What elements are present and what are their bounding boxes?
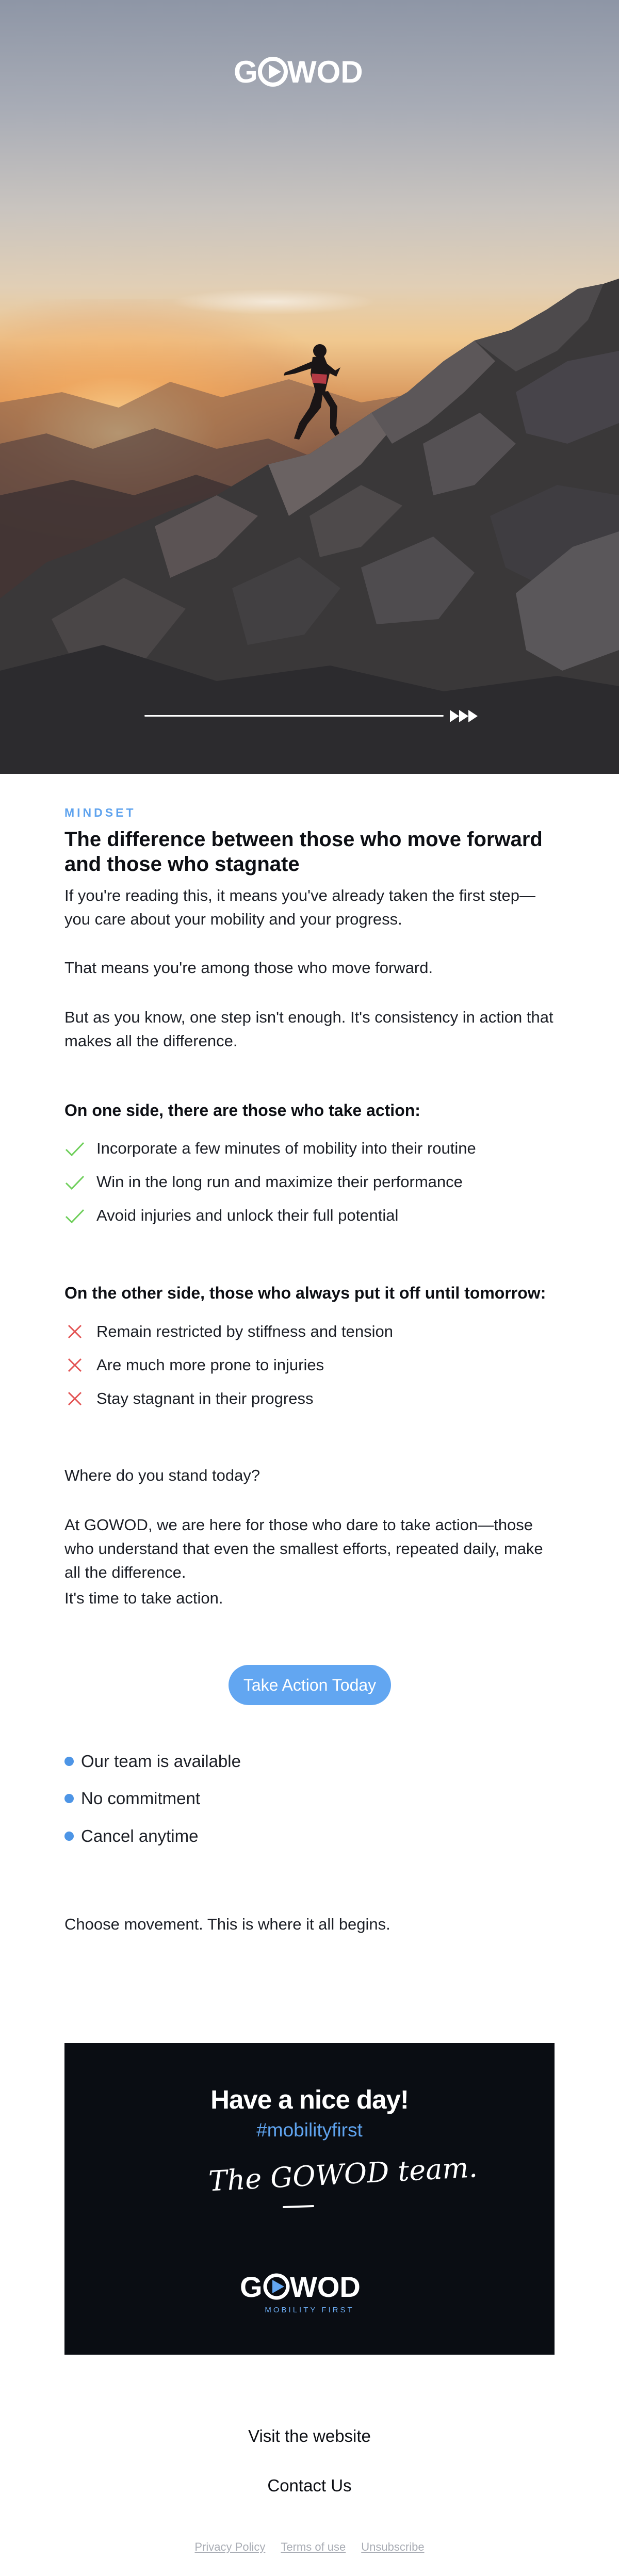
benefit-item: Our team is available bbox=[64, 1751, 241, 1772]
hero-image bbox=[0, 0, 619, 774]
cross-icon bbox=[64, 1388, 85, 1409]
forward-paragraph: That means you're among those who move forward. bbox=[64, 959, 433, 977]
play-icon bbox=[260, 59, 286, 85]
handwritten-signature bbox=[204, 2151, 479, 2215]
privacy-policy-link[interactable]: Privacy Policy bbox=[194, 2540, 266, 2553]
section-eyebrow: MINDSET bbox=[64, 806, 136, 819]
question-paragraph: Where do you stand today? bbox=[64, 1466, 260, 1484]
svg-text:WOD: WOD bbox=[287, 55, 363, 89]
delay-item: Stay stagnant in their progress bbox=[64, 1388, 313, 1409]
action-item: Win in the long run and maximize their performance bbox=[64, 1172, 463, 1192]
legal-links bbox=[0, 2540, 619, 2554]
action-item: Incorporate a few minutes of mobility into their routine bbox=[64, 1138, 476, 1159]
play-icon bbox=[265, 2275, 288, 2298]
bullet-dot bbox=[64, 1832, 74, 1841]
terms-of-use-link[interactable]: Terms of use bbox=[281, 2540, 346, 2553]
mountain-scene bbox=[0, 0, 619, 774]
check-icon bbox=[64, 1205, 85, 1226]
svg-text:The GOWOD team.: The GOWOD team. bbox=[207, 2151, 479, 2198]
closing-paragraph: Choose movement. This is where it all begins. bbox=[64, 1915, 390, 1933]
check-icon bbox=[64, 1172, 85, 1192]
benefit-item: No commitment bbox=[64, 1788, 200, 1809]
gowod-logo-footer bbox=[240, 2270, 379, 2316]
video-progress-bar[interactable] bbox=[144, 715, 444, 717]
benefit-item: Cancel anytime bbox=[64, 1826, 198, 1846]
check-icon bbox=[64, 1138, 85, 1159]
pitch-end-paragraph: It's time to take action. bbox=[64, 1589, 223, 1607]
bullet-dot bbox=[64, 1757, 74, 1766]
gowod-logo bbox=[234, 56, 385, 88]
fast-forward-icon[interactable] bbox=[450, 709, 479, 723]
action-heading: On one side, there are those who take action: bbox=[64, 1101, 420, 1120]
svg-text:MOBILITY FIRST: MOBILITY FIRST bbox=[265, 2306, 354, 2314]
visit-website-link[interactable]: Visit the website bbox=[248, 2426, 371, 2445]
unsubscribe-link[interactable]: Unsubscribe bbox=[361, 2540, 425, 2553]
signature-card bbox=[64, 2043, 555, 2355]
article-headline: The difference between those who move forward and those who stagnate bbox=[64, 828, 543, 876]
cross-icon bbox=[64, 1321, 85, 1342]
action-item: Avoid injuries and unlock their full potential bbox=[64, 1205, 398, 1226]
hashtag: #mobilityfirst bbox=[256, 2119, 363, 2141]
consistency-paragraph: But as you know, one step isn't enough. It's consistency in action that makes all the difference. bbox=[64, 1008, 553, 1050]
take-action-button[interactable]: Take Action Today bbox=[229, 1665, 391, 1705]
svg-text:G: G bbox=[234, 55, 258, 89]
delay-heading: On the other side, those who always put it off until tomorrow: bbox=[64, 1284, 546, 1302]
svg-text:WOD: WOD bbox=[290, 2271, 361, 2303]
contact-us-link[interactable]: Contact Us bbox=[267, 2476, 352, 2495]
delay-item: Are much more prone to injuries bbox=[64, 1355, 324, 1375]
pitch-paragraph: At GOWOD, we are here for those who dare to take action—those who understand that even the smallest efforts, repeated daily, make all the difference. bbox=[64, 1516, 543, 1581]
bullet-dot bbox=[64, 1794, 74, 1803]
intro-paragraph: If you're reading this, it means you've already taken the first step—you care about your mobility and your progress. bbox=[64, 886, 536, 928]
cross-icon bbox=[64, 1355, 85, 1375]
greeting: Have a nice day! bbox=[210, 2085, 409, 2114]
svg-text:G: G bbox=[240, 2271, 263, 2303]
delay-item: Remain restricted by stiffness and tension bbox=[64, 1321, 393, 1342]
